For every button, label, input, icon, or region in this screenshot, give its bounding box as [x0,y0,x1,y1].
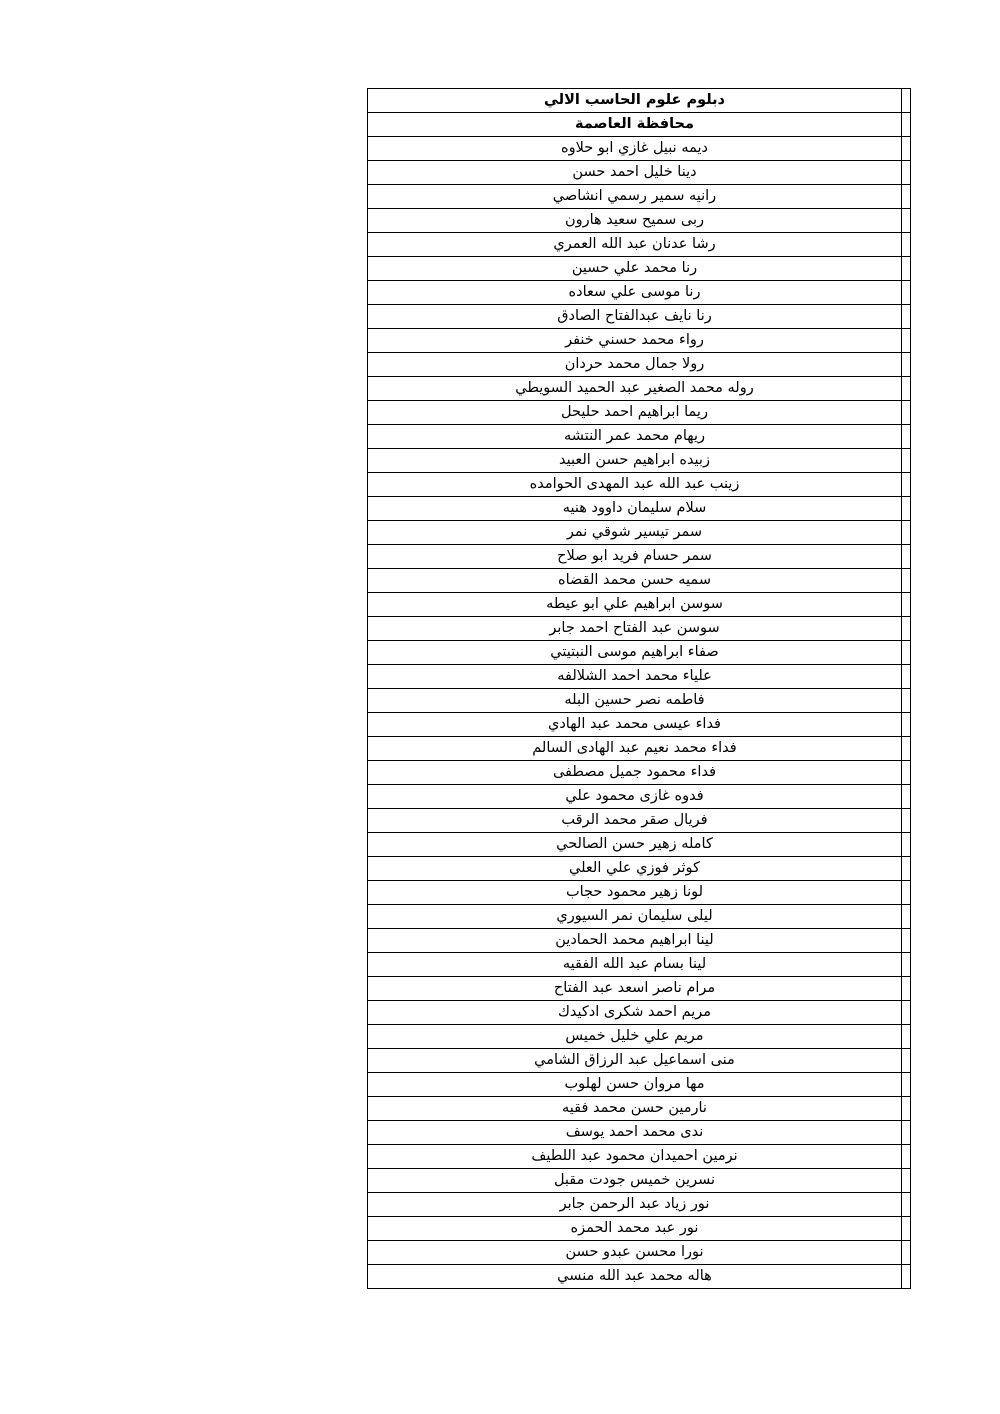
table-row [368,785,911,809]
student-name: ديمه نبيل غازي ابو حلاوه [368,137,902,161]
student-name: رانيه سمير رسمي انشاصي [368,185,902,209]
row-marker-cell [902,569,911,593]
table-row [368,1001,911,1025]
student-name: نورا محسن عبدو حسن [368,1241,902,1265]
table-row [368,905,911,929]
table-row [368,1097,911,1121]
student-name: كوثر فوزي علي العلي [368,857,902,881]
student-name: فداء محمود جميل مصطفى [368,761,902,785]
student-name: لينا ابراهيم محمد الحمادين [368,929,902,953]
student-name: سلام سليمان داوود هنيه [368,497,902,521]
row-marker-cell [902,329,911,353]
table-row [368,401,911,425]
row-marker-cell [902,185,911,209]
student-name: نسرين خميس جودت مقبل [368,1169,902,1193]
student-name: نارمين حسن محمد فقيه [368,1097,902,1121]
row-marker-cell [902,953,911,977]
student-name: لونا زهير محمود حجاب [368,881,902,905]
row-marker-cell [902,617,911,641]
student-name: سمر تيسير شوقي نمر [368,521,902,545]
table-row [368,521,911,545]
row-marker-cell [902,1241,911,1265]
table-row-heading [368,89,911,113]
student-name: منى اسماعيل عبد الرزاق الشامي [368,1049,902,1073]
names-table [367,88,911,1289]
student-name: رواء محمد حسني خنفر [368,329,902,353]
student-name: زينب عبد الله عبد المهدى الحوامده [368,473,902,497]
table-row [368,593,911,617]
student-name: سميه حسن محمد القضاه [368,569,902,593]
row-marker-cell [902,713,911,737]
row-marker-cell [902,281,911,305]
student-name: فريال صقر محمد الرقب [368,809,902,833]
row-marker-cell [902,881,911,905]
row-marker-cell [902,233,911,257]
student-name: فاطمه نصر حسين البله [368,689,902,713]
row-marker-cell [902,737,911,761]
row-marker-cell [902,113,911,137]
table-row [368,1073,911,1097]
table-row [368,881,911,905]
table-row [368,1121,911,1145]
table-row [368,377,911,401]
table-row [368,1193,911,1217]
table-row [368,761,911,785]
student-name: رنا محمد علي حسين [368,257,902,281]
row-marker-cell [902,641,911,665]
table-row [368,449,911,473]
table-row [368,1217,911,1241]
row-marker-cell [902,521,911,545]
row-marker-cell [902,257,911,281]
row-marker-cell [902,1073,911,1097]
student-name: مريم احمد شكرى ادكيدك [368,1001,902,1025]
table-row [368,137,911,161]
student-name: سمر حسام فريد ابو صلاح [368,545,902,569]
student-name: ندى محمد احمد يوسف [368,1121,902,1145]
names-table-body [368,89,911,1289]
table-row [368,953,911,977]
student-name: مرام ناصر اسعد عبد الفتاح [368,977,902,1001]
student-name: فداء محمد نعيم عبد الهادى السالم [368,737,902,761]
student-name: ريهام محمد عمر النتشه [368,425,902,449]
row-marker-cell [902,353,911,377]
student-name: رنا موسى علي سعاده [368,281,902,305]
row-marker-cell [902,905,911,929]
row-marker-cell [902,1025,911,1049]
row-marker-cell [902,1001,911,1025]
table-row [368,257,911,281]
student-name: ربى سميح سعيد هارون [368,209,902,233]
table-row [368,857,911,881]
document-title: دبلوم علوم الحاسب الالي [368,89,902,113]
student-name: دينا خليل احمد حسن [368,161,902,185]
row-marker-cell [902,497,911,521]
row-marker-cell [902,209,911,233]
student-name: لينا بسام عبد الله الفقيه [368,953,902,977]
row-marker-cell [902,545,911,569]
student-name: علياء محمد احمد الشلالفه [368,665,902,689]
table-row [368,497,911,521]
row-marker-cell [902,761,911,785]
row-marker-cell [902,377,911,401]
row-marker-cell [902,833,911,857]
student-name: فدوه غازى محمود علي [368,785,902,809]
row-marker-cell [902,449,911,473]
row-marker-cell [902,1193,911,1217]
table-row [368,305,911,329]
student-name: صفاء ابراهيم موسى النبتيتي [368,641,902,665]
student-name: نرمين احميدان محمود عبد اللطيف [368,1145,902,1169]
document-subtitle: محافظة العاصمة [368,113,902,137]
row-marker-cell [902,689,911,713]
table-row [368,329,911,353]
table-row [368,929,911,953]
student-name: زبيده ابراهيم حسن العبيد [368,449,902,473]
table-row [368,473,911,497]
student-name: نور عبد محمد الحمزه [368,1217,902,1241]
row-marker-cell [902,1217,911,1241]
table-row [368,833,911,857]
table-row [368,281,911,305]
table-row [368,1049,911,1073]
student-name: روله محمد الصغير عبد الحميد السويطي [368,377,902,401]
student-name: فداء عيسى محمد عبد الهادي [368,713,902,737]
table-row [368,569,911,593]
table-row [368,185,911,209]
student-name: سوسن ابراهيم علي ابو عيطه [368,593,902,617]
table-row [368,665,911,689]
row-marker-cell [902,857,911,881]
row-marker-cell [902,1265,911,1289]
table-row [368,809,911,833]
table-row [368,617,911,641]
student-name: سوسن عبد الفتاح احمد جابر [368,617,902,641]
row-marker-cell [902,1097,911,1121]
student-name: رولا جمال محمد حردان [368,353,902,377]
table-row [368,1241,911,1265]
row-marker-cell [902,425,911,449]
row-marker-cell [902,473,911,497]
student-name: مها مروان حسن لهلوب [368,1073,902,1097]
table-row [368,1145,911,1169]
row-marker-cell [902,305,911,329]
table-row [368,161,911,185]
table-row [368,233,911,257]
names-table-container [367,88,911,1289]
row-marker-cell [902,809,911,833]
student-name: ريما ابراهيم احمد حليحل [368,401,902,425]
table-row [368,545,911,569]
row-marker-cell [902,665,911,689]
row-marker-cell [902,161,911,185]
row-marker-cell [902,929,911,953]
row-marker-cell [902,137,911,161]
table-row [368,641,911,665]
table-row [368,1025,911,1049]
student-name: نور زياد عبد الرحمن جابر [368,1193,902,1217]
student-name: ليلى سليمان نمر السيوري [368,905,902,929]
table-row [368,1265,911,1289]
table-row [368,977,911,1001]
row-marker-cell [902,977,911,1001]
table-row [368,713,911,737]
table-row [368,353,911,377]
student-name: مريم علي خليل خميس [368,1025,902,1049]
student-name: هاله محمد عبد الله منسي [368,1265,902,1289]
table-row-subheading [368,113,911,137]
table-row [368,425,911,449]
student-name: كامله زهير حسن الصالحي [368,833,902,857]
student-name: رشا عدنان عبد الله العمري [368,233,902,257]
row-marker-cell [902,1121,911,1145]
row-marker-cell [902,1049,911,1073]
table-row [368,689,911,713]
table-row [368,737,911,761]
student-name: رنا نايف عبدالفتاح الصادق [368,305,902,329]
row-marker-cell [902,593,911,617]
row-marker-cell [902,401,911,425]
row-marker-cell [902,89,911,113]
table-row [368,1169,911,1193]
row-marker-cell [902,1169,911,1193]
table-row [368,209,911,233]
row-marker-cell [902,1145,911,1169]
row-marker-cell [902,785,911,809]
